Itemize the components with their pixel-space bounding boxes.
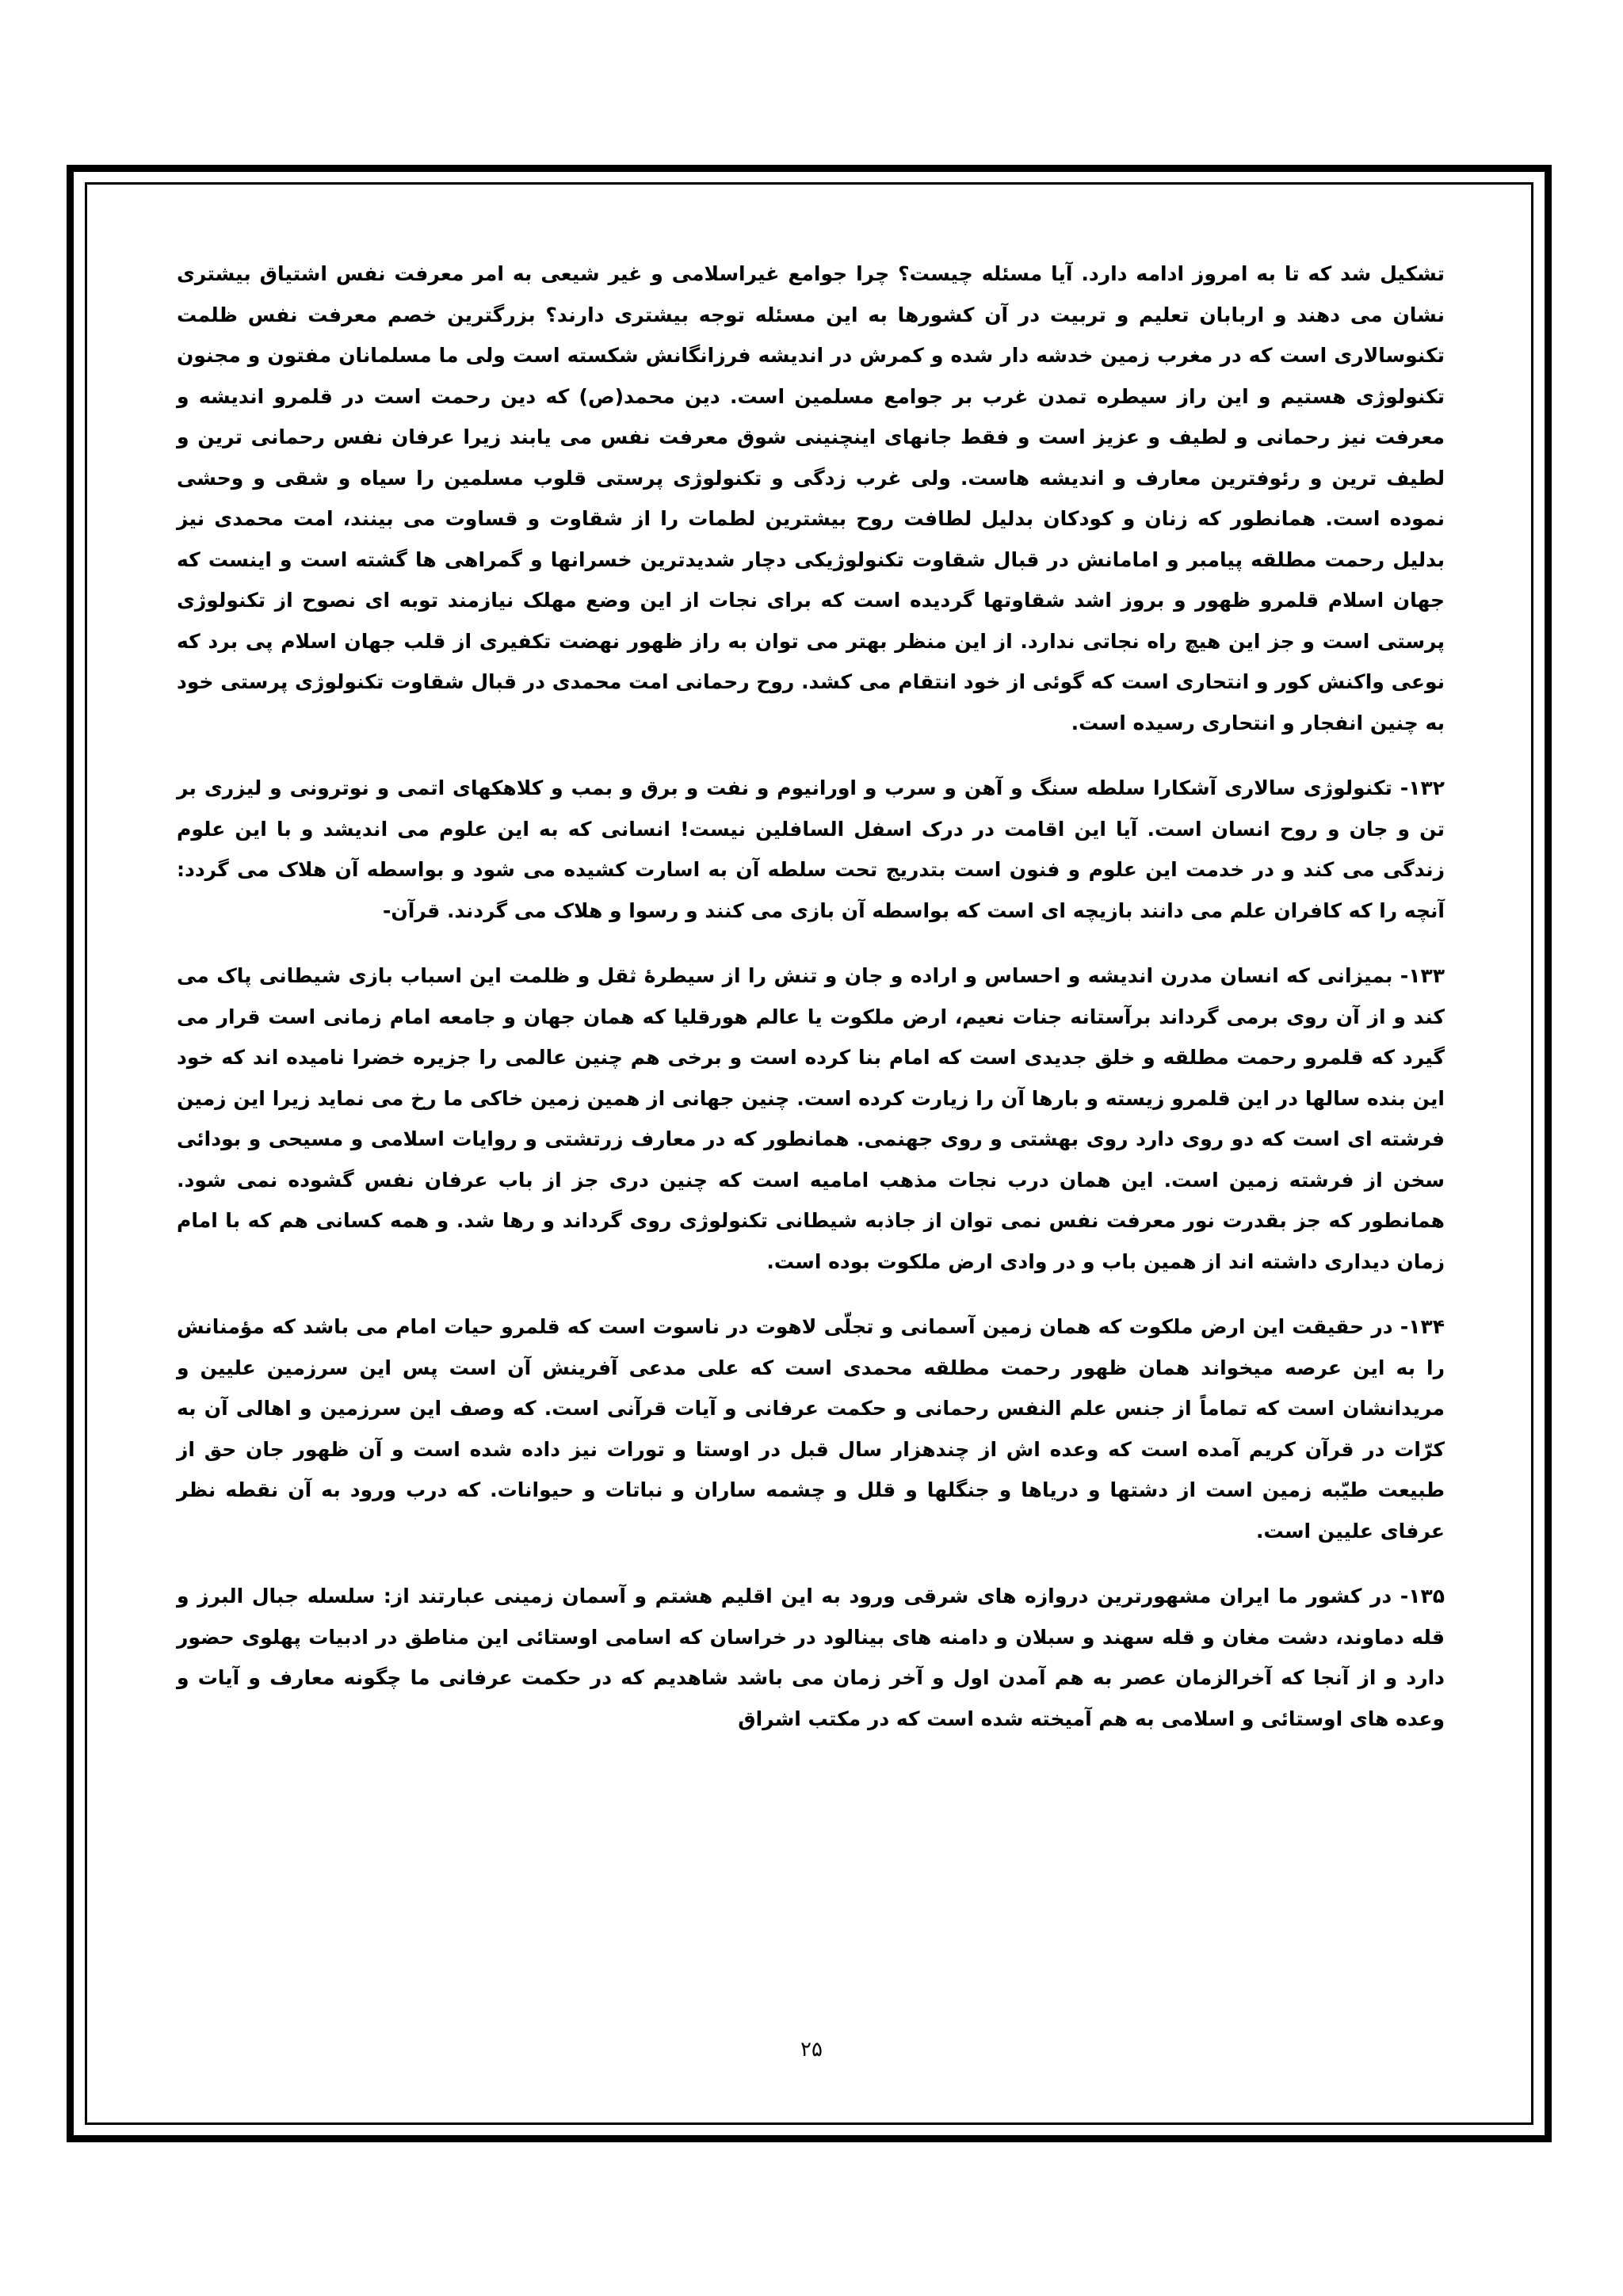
document-body [177,254,1445,1764]
paragraph-133: ۱۳۳- بمیزانی که انسان مدرن اندیشه و احساس و اراده و جان و تنش را از سیطرهٔ ثقل و ظلمت این اسباب بازی شیطانی پاک می کند و از آن روی برمی گرداند برآستانه جنات نعیم، ارض ملکوت یا عالم هورقلیا که همان جهان و جامعه امام زمانی است قرار می گیرد که قلمرو رحمت مطلقه و خلق جدیدی است که امام بنا کرده است و برخی هم چنین عالمی را جزیره خضرا نامیده اند که خود این بنده سالها در این قلمرو زیسته و بارها آن را زیارت کرده است. چنین جهانی از همین زمین خاکی ما رخ می نماید زیرا این زمین فرشته ای است که دو روی دارد روی بهشتی و روی جهنمی. همانطور که در معارف زرتشتی و روایات اسلامی و مسیحی و بودائی سخن از فرشته زمین است. این همان درب نجات مذهب امامیه است که چنین دری جز از باب عرفان نفس گشوده نمی شود. همانطور که جز بقدرت نور معرفت نفس نمی توان از جاذبه شیطانی تکنولوژی روی گرداند و رها شد. و همه کسانی هم که با امام زمان دیداری داشته اند از همین باب و در وادی ارض ملکوت بوده است. [177,964,1445,1273]
page-number: ۲۵ [800,2038,823,2061]
paragraph-132: ۱۳۲- تکنولوژی سالاری آشکارا سلطه سنگ و آهن و سرب و اورانیوم و نفت و برق و بمب و کلاهکهای اتمی و نوترونی و لیزری بر تن و جان و روح انسان است. آیا این اقامت در درک اسفل السافلین نیست! انسانی که به این علوم می اندیشد و با این علوم زندگی می کند و در خدمت این علوم و فنون است بتدریج تحت سلطه آن به اسارت کشیده می شود و بواسطه آن هلاک می گردد: آنچه را که کافران علم می دانند بازیچه ای است که بواسطه آن بازی می کنند و رسوا و هلاک می گردند. قرآن- [177,776,1445,922]
paragraph-134: ۱۳۴- در حقیقت این ارض ملکوت که همان زمین آسمانی و تجلّی لاهوت در ناسوت است که قلمرو حیات امام می باشد که مؤمنانش را به این عرصه میخواند همان ظهور رحمت مطلقه محمدی است که علی مدعی آفرینش آن است پس این سرزمین علیین و مریدانشان است که تماماً از جنس علم النفس رحمانی و حکمت عرفانی و آیات قرآنی است. که وصف این سرزمین و اهالی آن به کرّات در قرآن کریم آمده است که وعده اش از چندهزار سال قبل در اوستا و تورات نیز داده شده است و آن ظهور جان حق از طبیعت طیّبه زمین است از دشتها و دریاها و جنگلها و قلل و چشمه ساران و نباتات و حیوانات. که درب ورود به آن نقطه نظر عرفای علیین است. [177,1315,1445,1543]
paragraph-135: ۱۳۵- در کشور ما ایران مشهورترین دروازه های شرقی ورود به این اقلیم هشتم و آسمان زمینی عبارتند از: سلسله جبال البرز و قله دماوند، دشت مغان و قله سهند و سبلان و دامنه های بینالود در خراسان که اسامی اوستائی این مناطق در ادبیات پهلوی حضور دارد و از آنجا که آخرالزمان عصر به هم آمدن اول و آخر زمان می باشد شاهدیم که در حکمت عرفانی ما چگونه معارف و آیات و وعده های اوستائی و اسلامی به هم آمیخته شده است که در مکتب اشراق [177,1585,1445,1730]
paragraph-continuation: تشکیل شد که تا به امروز ادامه دارد. آیا مسئله چیست؟ چرا جوامع غیراسلامی و غیر شیعی به امر معرفت نفس اشتیاق بیشتری نشان می دهند و اربابان تعلیم و تربیت در آن کشورها به این مسئله توجه بیشتری دارند؟ بزرگترین خصم معرفت نفس ظلمت تکنوسالاری است که در مغرب زمین خدشه دار شده و کمرش در اندیشه فرزانگانش شکسته است ولی ما مسلمانان مفتون و مجنون تکنولوژی هستیم و این راز سیطره تمدن غرب بر جوامع مسلمین است. دین محمد(ص) که دین رحمت است در قلمرو اندیشه و معرفت نیز رحمانی و لطیف و عزیز است و فقط جانهای اینچنینی شوق معرفت نفس می یابند زیرا عرفان نفس رحمانی ترین و لطیف ترین و رئوفترین معارف و اندیشه هاست. ولی غرب زدگی و تکنولوژی پرستی قلوب مسلمین را سیاه و شقی و وحشی نموده است. همانطور که زنان و کودکان بدلیل لطافت روح بیشترین لطمات را از شقاوت و قساوت می بینند، امت محمدی نیز بدلیل رحمت مطلقه پیامبر و امامانش در قبال شقاوت تکنولوژیکی دچار شدیدترین خسرانها و گمراهی ها گشته است و اینست که جهان اسلام قلمرو ظهور و بروز اشد شقاوتها گردیده است که برای نجات از این وضع مهلک نیازمند توبه ای نصوح از تکنولوژی پرستی است و جز این هیچ راه نجاتی ندارد. از این منظر بهتر می توان به راز ظهور نهضت تکفیری از قلب جهان اسلام پی برد که نوعی واکنش کور و انتحاری است که گوئی از خود انتقام می کشد. روح رحمانی امت محمدی در قبال شقاوت تکنولوژی پرستی خود به چنین انفجار و انتحاری رسیده است. [177,262,1445,734]
